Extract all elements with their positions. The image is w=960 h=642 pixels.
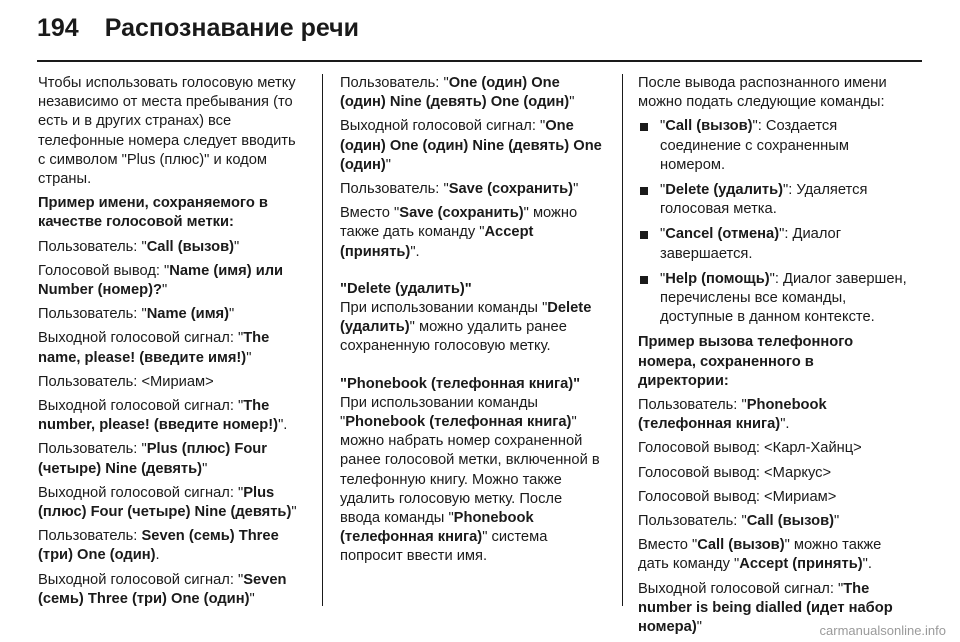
page-title: Распознавание речи: [104, 14, 360, 42]
dialog-line: Выходной голосовой сигнал: "The number, please! (введите номер!)".: [38, 398, 288, 434]
watermark: carmanualsonline.info: [819, 623, 946, 638]
column-2: [340, 74, 604, 572]
dialog-line: Голосовой вывод: <Мириам>: [638, 488, 837, 505]
phonebook-heading: "Phonebook (телефонная книга)": [340, 375, 581, 392]
dialog-line: Выходной голосовой сигнал: "One (один) One (один) Nine (девять) One (один)": [340, 118, 602, 173]
save-alternative: Вместо "Save (сохранить)" можно также дать команду "Accept (принять)".: [340, 205, 578, 260]
dialog-line: Пользователь: Seven (семь) Three (три) One (один).: [38, 528, 279, 564]
dialog-line: Голосовой вывод: <Маркус>: [638, 464, 832, 481]
intro-paragraph: Чтобы использовать голосовую метку независимо от места пребывания (то есть и в других странах) все телефонные номера следует вводить с символом "Plus (плюс)" и кодом страны.: [38, 75, 296, 188]
dialog-line: Пользователь: "Phonebook (телефонная книга)".: [638, 397, 827, 433]
commands-intro: После вывода распознанного имени можно подать следующие команды:: [638, 75, 887, 111]
list-item: "Help (помощь)": Диалог завершен, перечислены все команды, доступные в данном контексте.: [638, 270, 908, 328]
final-output-line: Выходной голосовой сигнал: "The number is being dialled (идет набор номера)": [638, 580, 893, 636]
column-1: [38, 74, 304, 614]
dialog-line: Пользователь: <Мириам>: [38, 373, 214, 390]
dialog-line: Пользователь: "One (один) One (один) Nine (девять) One (один)": [340, 75, 575, 111]
example-heading: Пример имени, сохраняемого в качестве голосовой метки:: [38, 195, 268, 231]
dialog-line: Пользователь: "Save (сохранить)": [340, 181, 579, 198]
header-rule: [37, 60, 922, 62]
delete-heading: "Delete (удалить)": [340, 280, 472, 297]
dialog-line: Пользователь: "Call (вызов)": [638, 513, 840, 530]
dialog-line: Выходной голосовой сигнал: "The name, please! (введите имя!)": [38, 330, 270, 366]
dialog-line: Голосовой вывод: <Карл-Хайнц>: [638, 440, 862, 457]
example-heading: Пример вызова телефонного номера, сохраненного в директории:: [638, 334, 854, 389]
page-header: [37, 14, 359, 54]
delete-paragraph: При использовании команды "Delete (удалить)" можно удалить ранее сохраненную голосовую метку.: [340, 300, 592, 355]
dialog-line: Пользователь: "Name (имя)": [38, 306, 235, 323]
dialog-line: Пользователь: "Call (вызов)": [38, 238, 240, 255]
page-number: 194: [37, 14, 79, 42]
dialog-line: Выходной голосовой сигнал: "Seven (семь) Three (три) One (один)": [38, 571, 287, 607]
dialog-line: Голосовой вывод: "Name (имя) или Number (номер)?": [38, 262, 284, 299]
dialog-lines: [38, 238, 304, 609]
list-item: "Call (вызов)": Создается соединение с сохраненным номером.: [638, 117, 908, 175]
list-item: "Cancel (отмена)": Диалог завершается.: [638, 225, 908, 263]
dialog-line: Выходной голосовой сигнал: "Plus (плюс) Four (четыре) Nine (девять)": [38, 484, 297, 521]
phonebook-paragraph: При использовании команды "Phonebook (телефонная книга)" можно набрать номер сохраненной ранее голосовой метки, включенной в телефонную книгу. Можно также удалить голосовую метку. После ввода команды "Phonebook (телефонная книга)" система попросит ввести имя.: [340, 394, 600, 565]
column-3: [638, 74, 908, 642]
column-divider-2: [622, 74, 623, 606]
accept-alternative: Вместо "Call (вызов)" можно также дать команду "Accept (принять)".: [638, 537, 882, 573]
command-list: [638, 117, 908, 327]
list-item: "Delete (удалить)": Удаляется голосовая метка.: [638, 181, 908, 219]
column-divider-1: [322, 74, 323, 606]
dialog-line: Пользователь: "Plus (плюс) Four (четыре) Nine (девять)": [38, 441, 267, 477]
